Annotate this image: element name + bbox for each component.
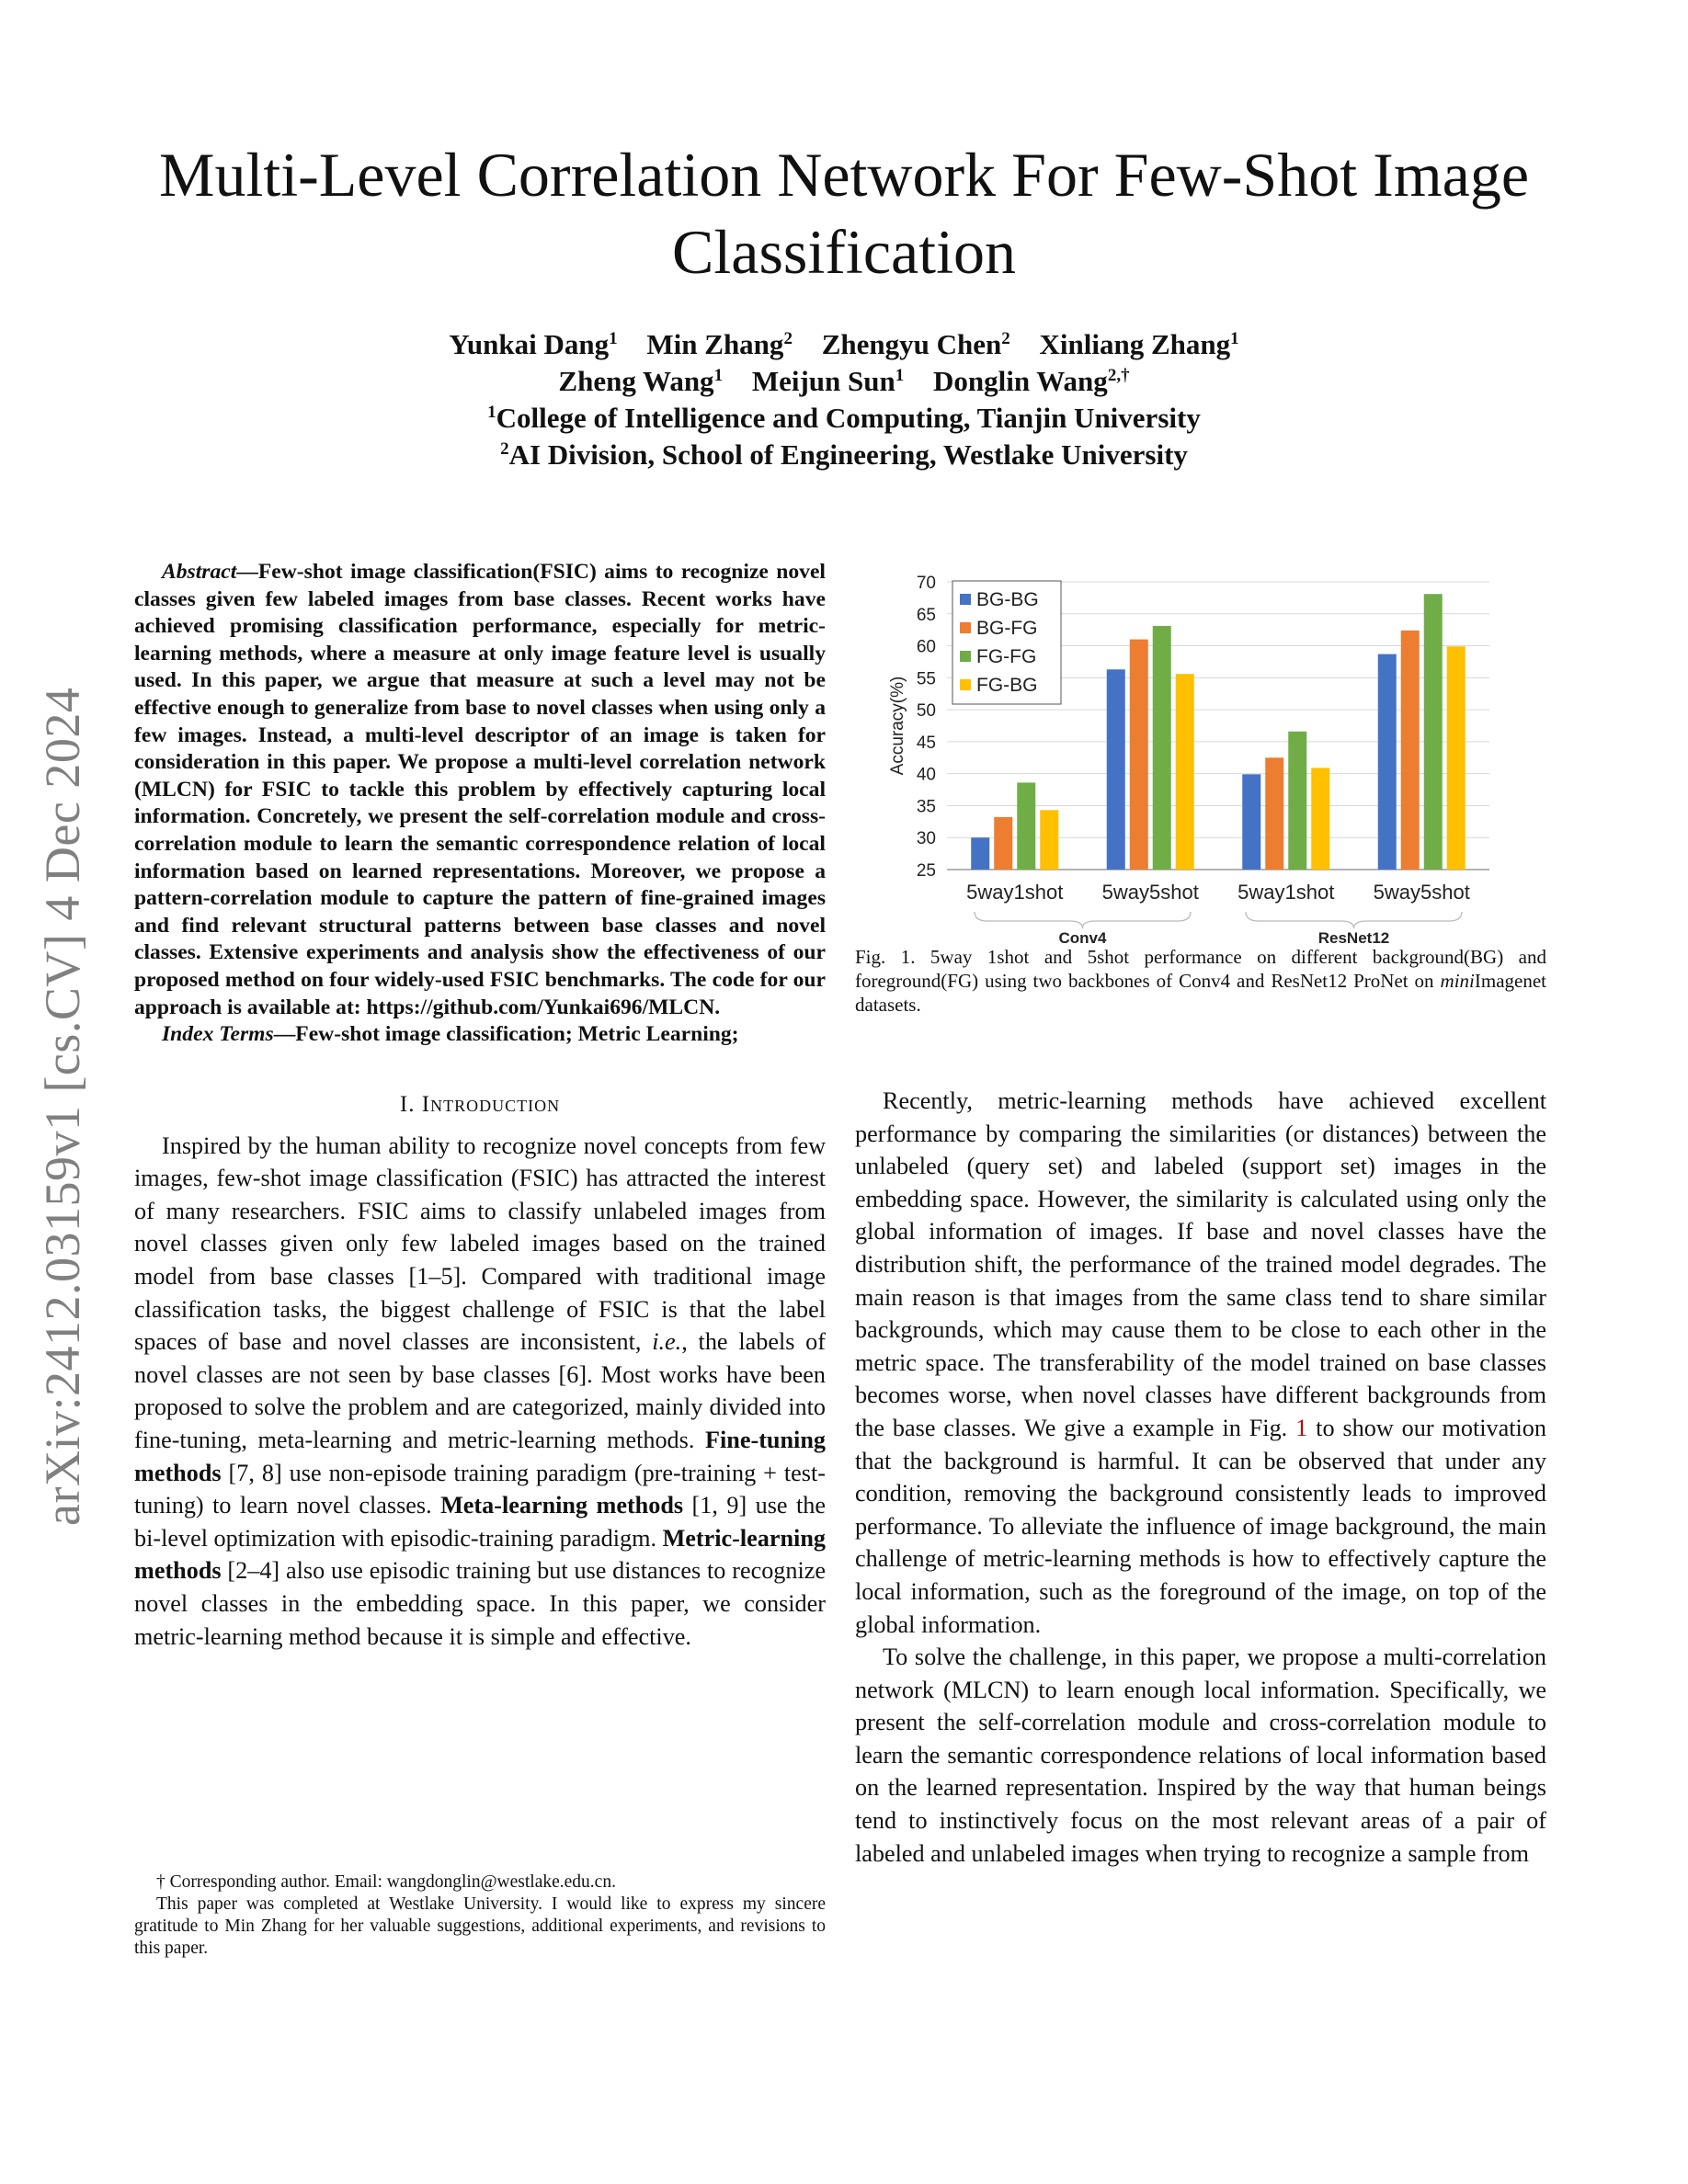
bar (1242, 774, 1260, 870)
bar (1176, 674, 1194, 870)
bar (1040, 810, 1058, 870)
abstract-label: Abstract (162, 560, 237, 584)
bar (1447, 646, 1466, 870)
legend-swatch (960, 622, 971, 633)
author: Min Zhang$^2$ (646, 328, 793, 360)
paper-title: Multi-Level Correlation Network For Few-Shot Image Classification (158, 140, 1530, 287)
x-tick-label: 5way1shot (1237, 881, 1335, 904)
affiliation-1: $^1$College of Intelligence and Computing, Tianjin University (487, 402, 1201, 434)
bar (1017, 782, 1035, 870)
index-terms-label: Index Terms (162, 1022, 274, 1047)
right-column-text (855, 1085, 1546, 1870)
group-label: Conv4 (1058, 929, 1107, 945)
author: Zhengyu Chen$^2$ (821, 328, 1010, 360)
figure-1-caption: Fig. 1. 5way 1shot and 5shot performance on different background(BG) and foreground(FG) using two backbones of Conv4 and ResNet12 ProNet on miniImagenet datasets. (855, 946, 1546, 1016)
y-tick-label: 65 (916, 605, 936, 625)
arxiv-identifier: arXiv:2412.03159v1 [cs.CV] 4 Dec 2024 (35, 687, 90, 1526)
footnote-corresponding: † Corresponding author. Email: wangdonglin@westlake.edu.cn. (156, 1872, 616, 1892)
figure-reference-link[interactable]: 1 (1295, 1414, 1308, 1441)
bar (1107, 669, 1125, 870)
bar (971, 837, 989, 870)
bar (1153, 626, 1171, 870)
bar-chart (855, 559, 1546, 945)
group-label: ResNet12 (1317, 929, 1390, 945)
y-tick-label: 55 (916, 669, 936, 689)
index-terms (134, 1021, 826, 1049)
author: Zheng Wang$^1$ (558, 365, 724, 397)
bar (1378, 654, 1397, 870)
group-bracket (1246, 912, 1462, 928)
author: Donglin Wang$^{2,\dagger}$ (932, 365, 1130, 397)
legend-label: BG-BG (976, 589, 1039, 610)
y-tick-label: 70 (916, 574, 936, 593)
author: Meijun Sun$^1$ (751, 365, 905, 397)
group-bracket (975, 912, 1191, 928)
x-tick-label: 5way5shot (1373, 881, 1470, 904)
legend-swatch (960, 594, 971, 605)
author: Yunkai Dang$^1$ (449, 328, 618, 360)
y-tick-label: 25 (916, 861, 936, 881)
bar (1424, 594, 1443, 870)
x-tick-label: 5way1shot (966, 881, 1064, 904)
author-line-1 (129, 326, 1559, 363)
figure-1-chart (855, 559, 1546, 945)
y-tick-label: 35 (916, 797, 936, 817)
bar (1130, 640, 1148, 870)
abstract-text: —Few-shot image classification(FSIC) aims to recognize novel classes given few labeled images from base classes. Recent works have achieved promising classification performance, especially for metric-learning methods, where a measure at only image feature level is usually used. In this paper, we argue that measure at such a level may not be effective enough to generalize from base to novel classes when using only a few images. Instead, a multi-level descriptor of an image is taken for consideration in this paper. We propose a multi-level correlation network (MLCN) for FSIC to tackle this problem by effectively capturing local information. Concretely, we present the self-correlation module and cross-correlation module to learn the semantic correspondence relation of local information based on learned representations. Moreover, we propose a pattern-correlation module to capture the pattern of fine-grained images and find relevant structural patterns between base classes and novel classes. Extensive experiments and analysis show the effectiveness of our proposed method on four widely-used FSIC benchmarks. The code for our approach is available at: https://github.com/Yunkai696/MLCN. (134, 560, 826, 1019)
legend-label: FG-BG (976, 675, 1038, 696)
y-tick-label: 40 (916, 765, 936, 785)
footnote-acknowledgement: This paper was completed at Westlake University. I would like to express my sincere gratitude to Min Zhang for her valuable suggestions, additional experiments, and revisions to this paper. (134, 1894, 826, 1958)
y-tick-label: 30 (916, 829, 936, 849)
bar (1401, 631, 1420, 870)
bar (1311, 768, 1329, 870)
footnote (134, 1871, 826, 1960)
intro-paragraph: Inspired by the human ability to recognize novel concepts from few images, few-shot image classification (FSIC) has attracted the interest of many researchers. FSIC aims to classify unlabeled images from novel classes given only few labeled images based on the trained model from base classes [1–5]. Compared with traditional image classification tasks, the biggest challenge of FSIC is that the label spaces of base and novel classes are inconsistent, i.e., the labels of novel classes are not seen by base classes [6]. Most works have been proposed to solve the problem and are categorized, mainly divided into fine-tuning, meta-learning and metric-learning methods. Fine-tuning methods [7, 8] use non-episode training paradigm (pre-training + test-tuning) to learn novel classes. Meta-learning methods [1, 9] use the bi-level optimization with episodic-training paradigm. Metric-learning methods [2–4] also use episodic training but use distances to recognize novel classes in the embedding space. In this paper, we consider metric-learning method because it is simple and effective. (134, 1132, 826, 1650)
index-terms-text: —Few-shot image classification; Metric Learning; (273, 1022, 739, 1047)
section-heading-introduction: I. Introduction (399, 1091, 561, 1117)
y-axis-label: Accuracy(%) (888, 676, 907, 776)
bar (994, 817, 1012, 870)
left-column (134, 559, 826, 1653)
y-tick-label: 60 (916, 637, 936, 657)
legend-label: BG-FG (976, 618, 1038, 639)
y-tick-label: 45 (916, 733, 936, 753)
x-tick-label: 5way5shot (1101, 881, 1199, 904)
legend-swatch (960, 651, 971, 662)
abstract (134, 559, 826, 1021)
bar (1288, 732, 1306, 870)
bar (1265, 757, 1283, 870)
affiliation-2: $^2$AI Division, School of Engineering, Westlake University (500, 438, 1188, 471)
author-block (129, 326, 1559, 473)
y-tick-label: 50 (916, 701, 936, 722)
legend-label: FG-FG (976, 646, 1037, 667)
author-line-2 (129, 363, 1559, 400)
author: Xinliang Zhang$^1$ (1039, 328, 1239, 360)
approach-paragraph: To solve the challenge, in this paper, we propose a multi-correlation network (MLCN) to learn enough local information. Specifically, we present the self-correlation module and cross-correlation module to learn the semantic correspondence relations of local information based on the learned representation. Inspired by the way that human beings tend to instinctively focus on the most relevant areas of a pair of labeled and unlabeled images when trying to recognize a sample from (855, 1644, 1546, 1867)
legend-swatch (960, 679, 971, 690)
motivation-paragraph: Recently, metric-learning methods have achieved excellent performance by comparing the similarities (or distances) between the unlabeled (query set) and labeled (support set) images in the embedding space. However, the similarity is calculated using only the global information of images. If base and novel classes have the distribution shift, the performance of the trained model degrades. The main reason is that images from the same class tend to share similar backgrounds, which may cause them to be close to each other in the metric space. The transferability of the model trained on base classes becomes worse, when novel classes have different backgrounds from the base classes. We give a example in Fig. 1 to show our motivation that the background is harmful. It can be observed that under any condition, removing the background consistently leads to improved performance. To alleviate the influence of image background, the main challenge of metric-learning methods is how to effectively capture the local information, such as the foreground of the image, on top of the global information. (855, 1087, 1546, 1638)
